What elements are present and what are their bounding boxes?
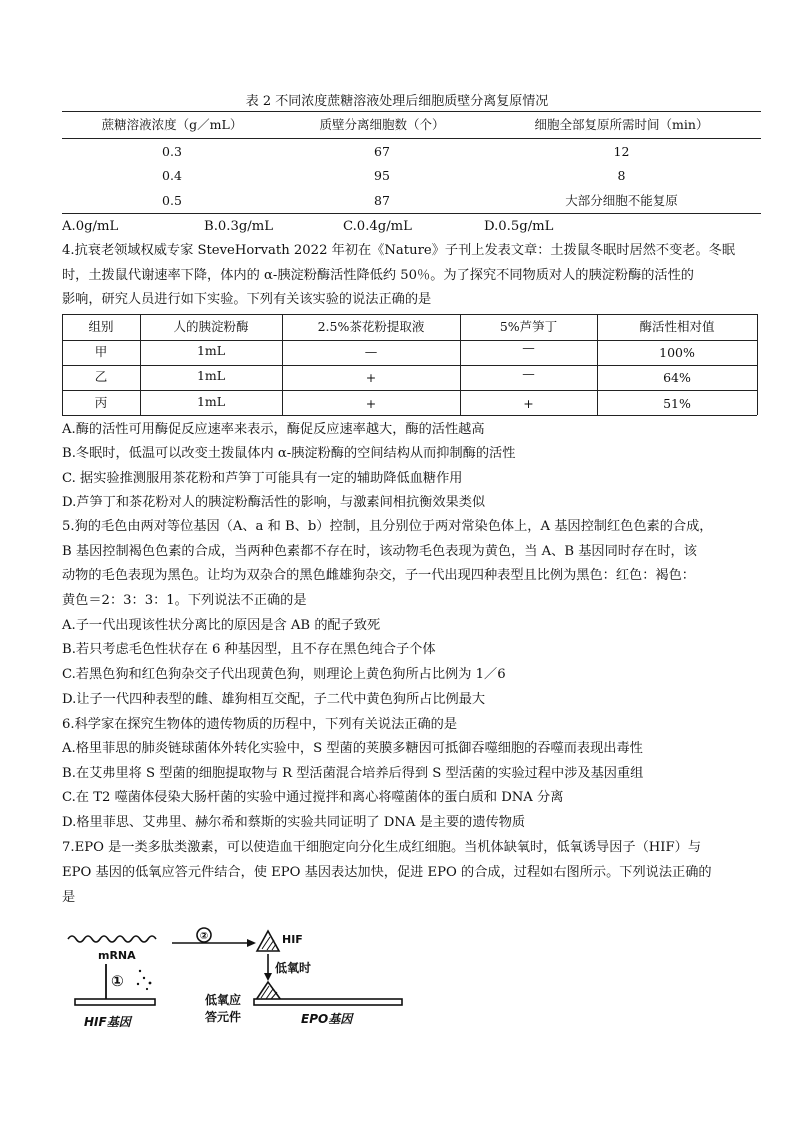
dot <box>146 988 148 990</box>
q4-table-border <box>62 314 757 315</box>
mrna-label: mRNA <box>98 949 136 962</box>
q4-table-cell: 1mL <box>196 368 226 383</box>
q4-option-b: B.冬眠时，低温可以改变土拨鼠体内 α-胰淀粉酶的空间结构从而抑制酶的活性 <box>62 446 516 461</box>
q4-option-c: C. 据实验推测服用茶花粉和芦笋丁可能具有一定的辅助降低血糖作用 <box>62 471 463 486</box>
q6-stem-line: 6.科学家在探究生物体的遗传物质的历程中，下列有关说法正确的是 <box>62 717 458 732</box>
translation-arrowhead <box>247 939 256 947</box>
dot <box>143 977 145 979</box>
response-element <box>256 982 281 1000</box>
q4-table-border <box>62 390 757 391</box>
q4-table-cell: 丙 <box>94 395 108 410</box>
dot <box>137 983 139 985</box>
q3-option-d: D.0.5g/mL <box>484 219 554 234</box>
q4-table-header-pollen-extract: 2.5%茶花粉提取液 <box>317 319 425 334</box>
response-element-label-1: 低氧应 <box>205 993 242 1007</box>
dot <box>139 970 141 972</box>
table2-header-cell-count: 质壁分离细胞数（个） <box>319 117 445 132</box>
q4-table-header-group: 组别 <box>88 319 114 334</box>
response-element-label-2: 答元件 <box>205 1010 242 1024</box>
hif-gene-bar <box>75 999 155 1005</box>
dot <box>149 982 152 985</box>
q6-option-c: C.在 T2 噬菌体侵染大肠杆菌的实验中通过搅拌和离心将噬菌体的蛋白质和 DNA 分离 <box>62 790 564 805</box>
hypoxia-label: 低氧时 <box>275 961 312 975</box>
table2-cell: 95 <box>374 168 390 183</box>
q7-stem-line: 7.EPO 是一类多肽类激素，可以使造血干细胞定向分化生成红细胞。当机体缺氧时，低氧诱导因子（HIF）与 <box>62 840 702 855</box>
q4-table-cell: 1mL <box>196 343 226 358</box>
table2-caption: 表 2 不同浓度蔗糖溶液处理后细胞质壁分离复原情况 <box>245 94 549 109</box>
q5-stem-line: 黄色＝2：3：3：1。下列说法不正确的是 <box>62 593 307 608</box>
q3-option-c: C.0.4g/mL <box>343 219 412 234</box>
q5-option-a: A.子一代出现该性状分离比的原因是含 AB 的配子致死 <box>62 618 381 633</box>
q4-stem-line: 影响，研究人员进行如下实验。下列有关该实验的说法正确的是 <box>62 292 432 307</box>
q4-option-a: A.酶的活性可用酶促反应速率来表示，酶促反应速率越大，酶的活性越高 <box>62 422 485 437</box>
step1-marker: ① <box>111 972 124 990</box>
epo-regulation-diagram <box>0 920 794 1040</box>
q5-option-c: C.若黑色狗和红色狗杂交子代出现黄色狗，则理论上黄色狗所占比例为 1／6 <box>62 667 506 682</box>
q4-table-header-asparagus: 5%芦笋丁 <box>499 319 558 334</box>
epo-gene-label: EPO基因 <box>301 1012 353 1026</box>
q5-stem-line: B 基因控制褐色色素的合成，当两种色素都不存在时，该动物毛色表现为黄色，当 A、B 基因同时存在时，该 <box>62 544 697 559</box>
q4-table-border <box>62 415 757 416</box>
q4-table-cell: — <box>364 344 378 359</box>
table2-cell: 12 <box>613 144 630 159</box>
table2-header-rule <box>62 138 761 139</box>
q4-table-cell: 100% <box>659 345 695 360</box>
hif-label: HIF <box>282 933 303 946</box>
q4-table-header-activity: 酶活性相对值 <box>639 319 715 334</box>
step2-marker: ② <box>199 931 209 942</box>
q7-stem-line: 是 <box>62 890 76 905</box>
epo-gene-bar <box>254 999 402 1005</box>
table2-header-concentration: 蔗糖溶液浓度（g／mL） <box>101 117 243 132</box>
q4-table-border <box>62 365 757 366</box>
q4-table-cell: + <box>365 396 377 411</box>
q5-option-d: D.让子一代四种表型的雌、雄狗相互交配，子二代中黄色狗所占比例最大 <box>62 692 486 707</box>
q4-table-cell: 甲 <box>94 344 108 359</box>
table2-header-recovery-time: 细胞全部复原所需时间（min） <box>534 117 709 132</box>
q5-stem-line: 5.狗的毛色由两对等位基因（A、a 和 B、b）控制，且分别位于两对常染色体上，A 基因控制红色色素的合成， <box>62 519 713 534</box>
q3-option-b: B.0.3g/mL <box>204 219 274 234</box>
q4-table-cell: — <box>522 366 535 381</box>
table2-cell: 87 <box>374 193 390 208</box>
q4-table-cell: 乙 <box>94 369 108 384</box>
q5-stem-line: 动物的毛色表现为黑色。让均为双杂合的黑色雌雄狗杂交，子一代出现四种表型且比例为黑色：红色：褐色： <box>62 568 695 583</box>
table2-cell: 大部分细胞不能复原 <box>565 193 678 208</box>
table2-cell: 0.5 <box>162 193 182 208</box>
q3-option-a: A.0g/mL <box>62 219 119 234</box>
q4-table-cell: 51% <box>663 396 691 411</box>
q4-table-cell: — <box>522 340 535 355</box>
table2-cell: 0.3 <box>162 144 182 159</box>
q7-stem-line: EPO 基因的低氧应答元件结合，使 EPO 基因表达加快，促进 EPO 的合成，过程如右图所示。下列说法正确的 <box>62 865 712 880</box>
q6-option-d: D.格里菲思、艾弗里、赫尔希和蔡斯的实验共同证明了 DNA 是主要的遗传物质 <box>62 815 526 830</box>
table2-cell: 67 <box>374 144 390 159</box>
q6-option-b: B.在艾弗里将 S 型菌的细胞提取物与 R 型活菌混合培养后得到 S 型活菌的实验过程中涉及基因重组 <box>62 766 644 781</box>
hypoxia-arrowhead <box>264 973 272 981</box>
q4-table-cell: + <box>523 396 534 411</box>
table2-cell: 8 <box>617 168 626 183</box>
hif-gene-label: HIF基因 <box>84 1015 131 1029</box>
table2-cell: 0.4 <box>162 168 182 183</box>
q4-stem-line: 时，土拨鼠代谢速率下降，体内的 α-胰淀粉酶活性降低约 50％。为了探究不同物质对人的胰淀粉酶的活性的 <box>62 268 694 283</box>
q4-table-cell: + <box>365 370 377 385</box>
q6-option-a: A.格里菲思的肺炎链球菌体外转化实验中，S 型菌的荚膜多糖因可抵御吞噬细胞的吞噬而表现出毒性 <box>62 741 643 756</box>
q4-stem-line: 4.抗衰老领域权威专家 SteveHorvath 2022 年初在《Nature》子刊上发表文章：土拨鼠冬眠时居然不变老。冬眠 <box>62 243 736 258</box>
q4-table-header-enzyme: 人的胰淀粉酶 <box>173 319 249 334</box>
q4-table-border <box>62 340 757 341</box>
q4-table-cell: 1mL <box>196 394 226 409</box>
table2-top-rule <box>62 111 761 112</box>
mrna-strand <box>68 936 156 942</box>
q4-table-cell: 64% <box>663 370 691 385</box>
table2-bottom-rule <box>62 213 761 214</box>
q4-option-d: D.芦笋丁和茶花粉对人的胰淀粉酶活性的影响，与激素间相抗衡效果类似 <box>62 495 486 510</box>
q4-table-border <box>757 314 758 415</box>
q5-option-b: B.若只考虑毛色性状存在 6 种基因型，且不存在黑色纯合子个体 <box>62 642 436 657</box>
